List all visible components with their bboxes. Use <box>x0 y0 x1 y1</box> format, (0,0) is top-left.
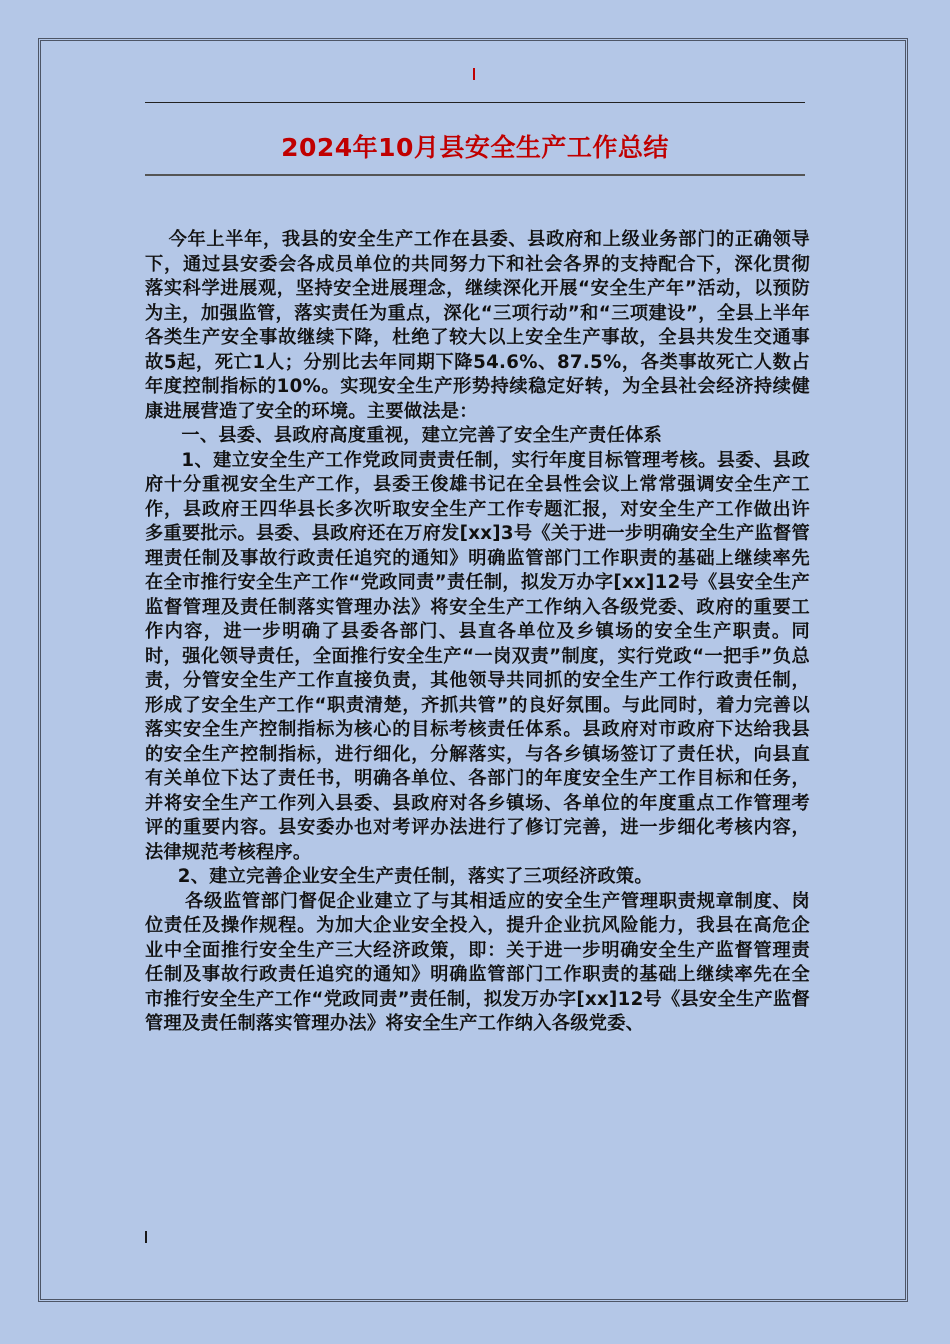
footer-cursor-mark <box>145 1231 147 1243</box>
paragraph-item-2-heading: 2、建立完善企业安全生产责任制，落实了三项经济政策。 <box>177 866 653 887</box>
document-title: 2024年10月县安全生产工作总结 <box>281 133 669 162</box>
section-heading-1: 一、县委、县政府高度重视，建立完善了安全生产责任体系 <box>181 425 663 446</box>
paragraph-item-1: 1、建立安全生产工作党政同责责任制，实行年度目标管理考核。县委、县政府十分重视安全生产工作，县委王俊雄书记在全县性会议上常常强调安全生产工作，县政府王四华县长多次听取安全生产工作专题汇报，对安全生产工作做出许多重要批示。县委、县政府还在万府发[xx]3号《关于进一步明确安全生产监督管理责任制及事故行政责任追究的通知》明确监管部门工作职责的基础上继续率先在全市推行安全生产工作“党政同责”责任制，拟发万办字[xx]12号《县安全生产监督管理及责任制落实管理办法》将安全生产工作纳入各级党委、政府的重要工作内容，进一步明确了县委各部门、县直各单位及乡镇场的安全生产职责。同时，强化领导责任，全面推行安全生产“一岗双责”制度，实行党政“一把手”负总责，分管安全生产工作直接负责，其他领导共同抓的安全生产工作行政责任制，形成了安全生产工作“职责清楚，齐抓共管”的良好氛围。与此同时，着力完善以落实安全生产控制指标为核心的目标考核责任体系。县政府对市政府下达给我县的安全生产控制指标，进行细化，分解落实，与各乡镇场签订了责任状，向县直有关单位下达了责任书，明确各单位、各部门的年度安全生产工作目标和任务，并将安全生产工作列入县委、县政府对各乡镇场、各单位的年度重点工作管理考评的重要内容。县安委办也对考评办法进行了修订完善，进一步细化考核内容，法律规范考核程序。 <box>145 449 810 863</box>
paragraph-intro: 今年上半年，我县的安全生产工作在县委、县政府和上级业务部门的正确领导下，通过县安委会各成员单位的共同努力下和社会各界的支持配合下，深化贯彻落实科学进展观，坚持安全进展理念，继续深化开展“安全生产年”活动，以预防为主，加强监管，落实责任为重点，深化“三项行动”和“三项建设”，全县上半年各类生产安全事故继续下降，杜绝了较大以上安全生产事故，全县共发生交通事故5起，死亡1人；分别比去年同期下降54.6%、87.5%，各类事故死亡人数占年度控制指标的10%。实现安全生产形势持续稳定好转，为全县社会经济持续健康进展营造了安全的环境。主要做法是： <box>145 229 810 422</box>
header-cursor-mark <box>473 68 475 80</box>
paragraph-item-2-body: 各级监管部门督促企业建立了与其相适应的安全生产管理职责规章制度、岗位责任及操作规程。为加大企业安全投入，提升企业抗风险能力，我县在高危企业中全面推行安全生产三大经济政策，即：关于进一步明确安全生产监督管理责任制及事故行政责任追究的通知》明确监管部门工作职责的基础上继续率先在全市推行安全生产工作“党政同责”责任制，拟发万办字[xx]12号《县安全生产监督管理及责任制落实管理办法》将安全生产工作纳入各级党委、 <box>145 890 810 1034</box>
document-body <box>145 228 810 1037</box>
header-rule <box>145 102 805 103</box>
title-underline <box>145 174 805 176</box>
